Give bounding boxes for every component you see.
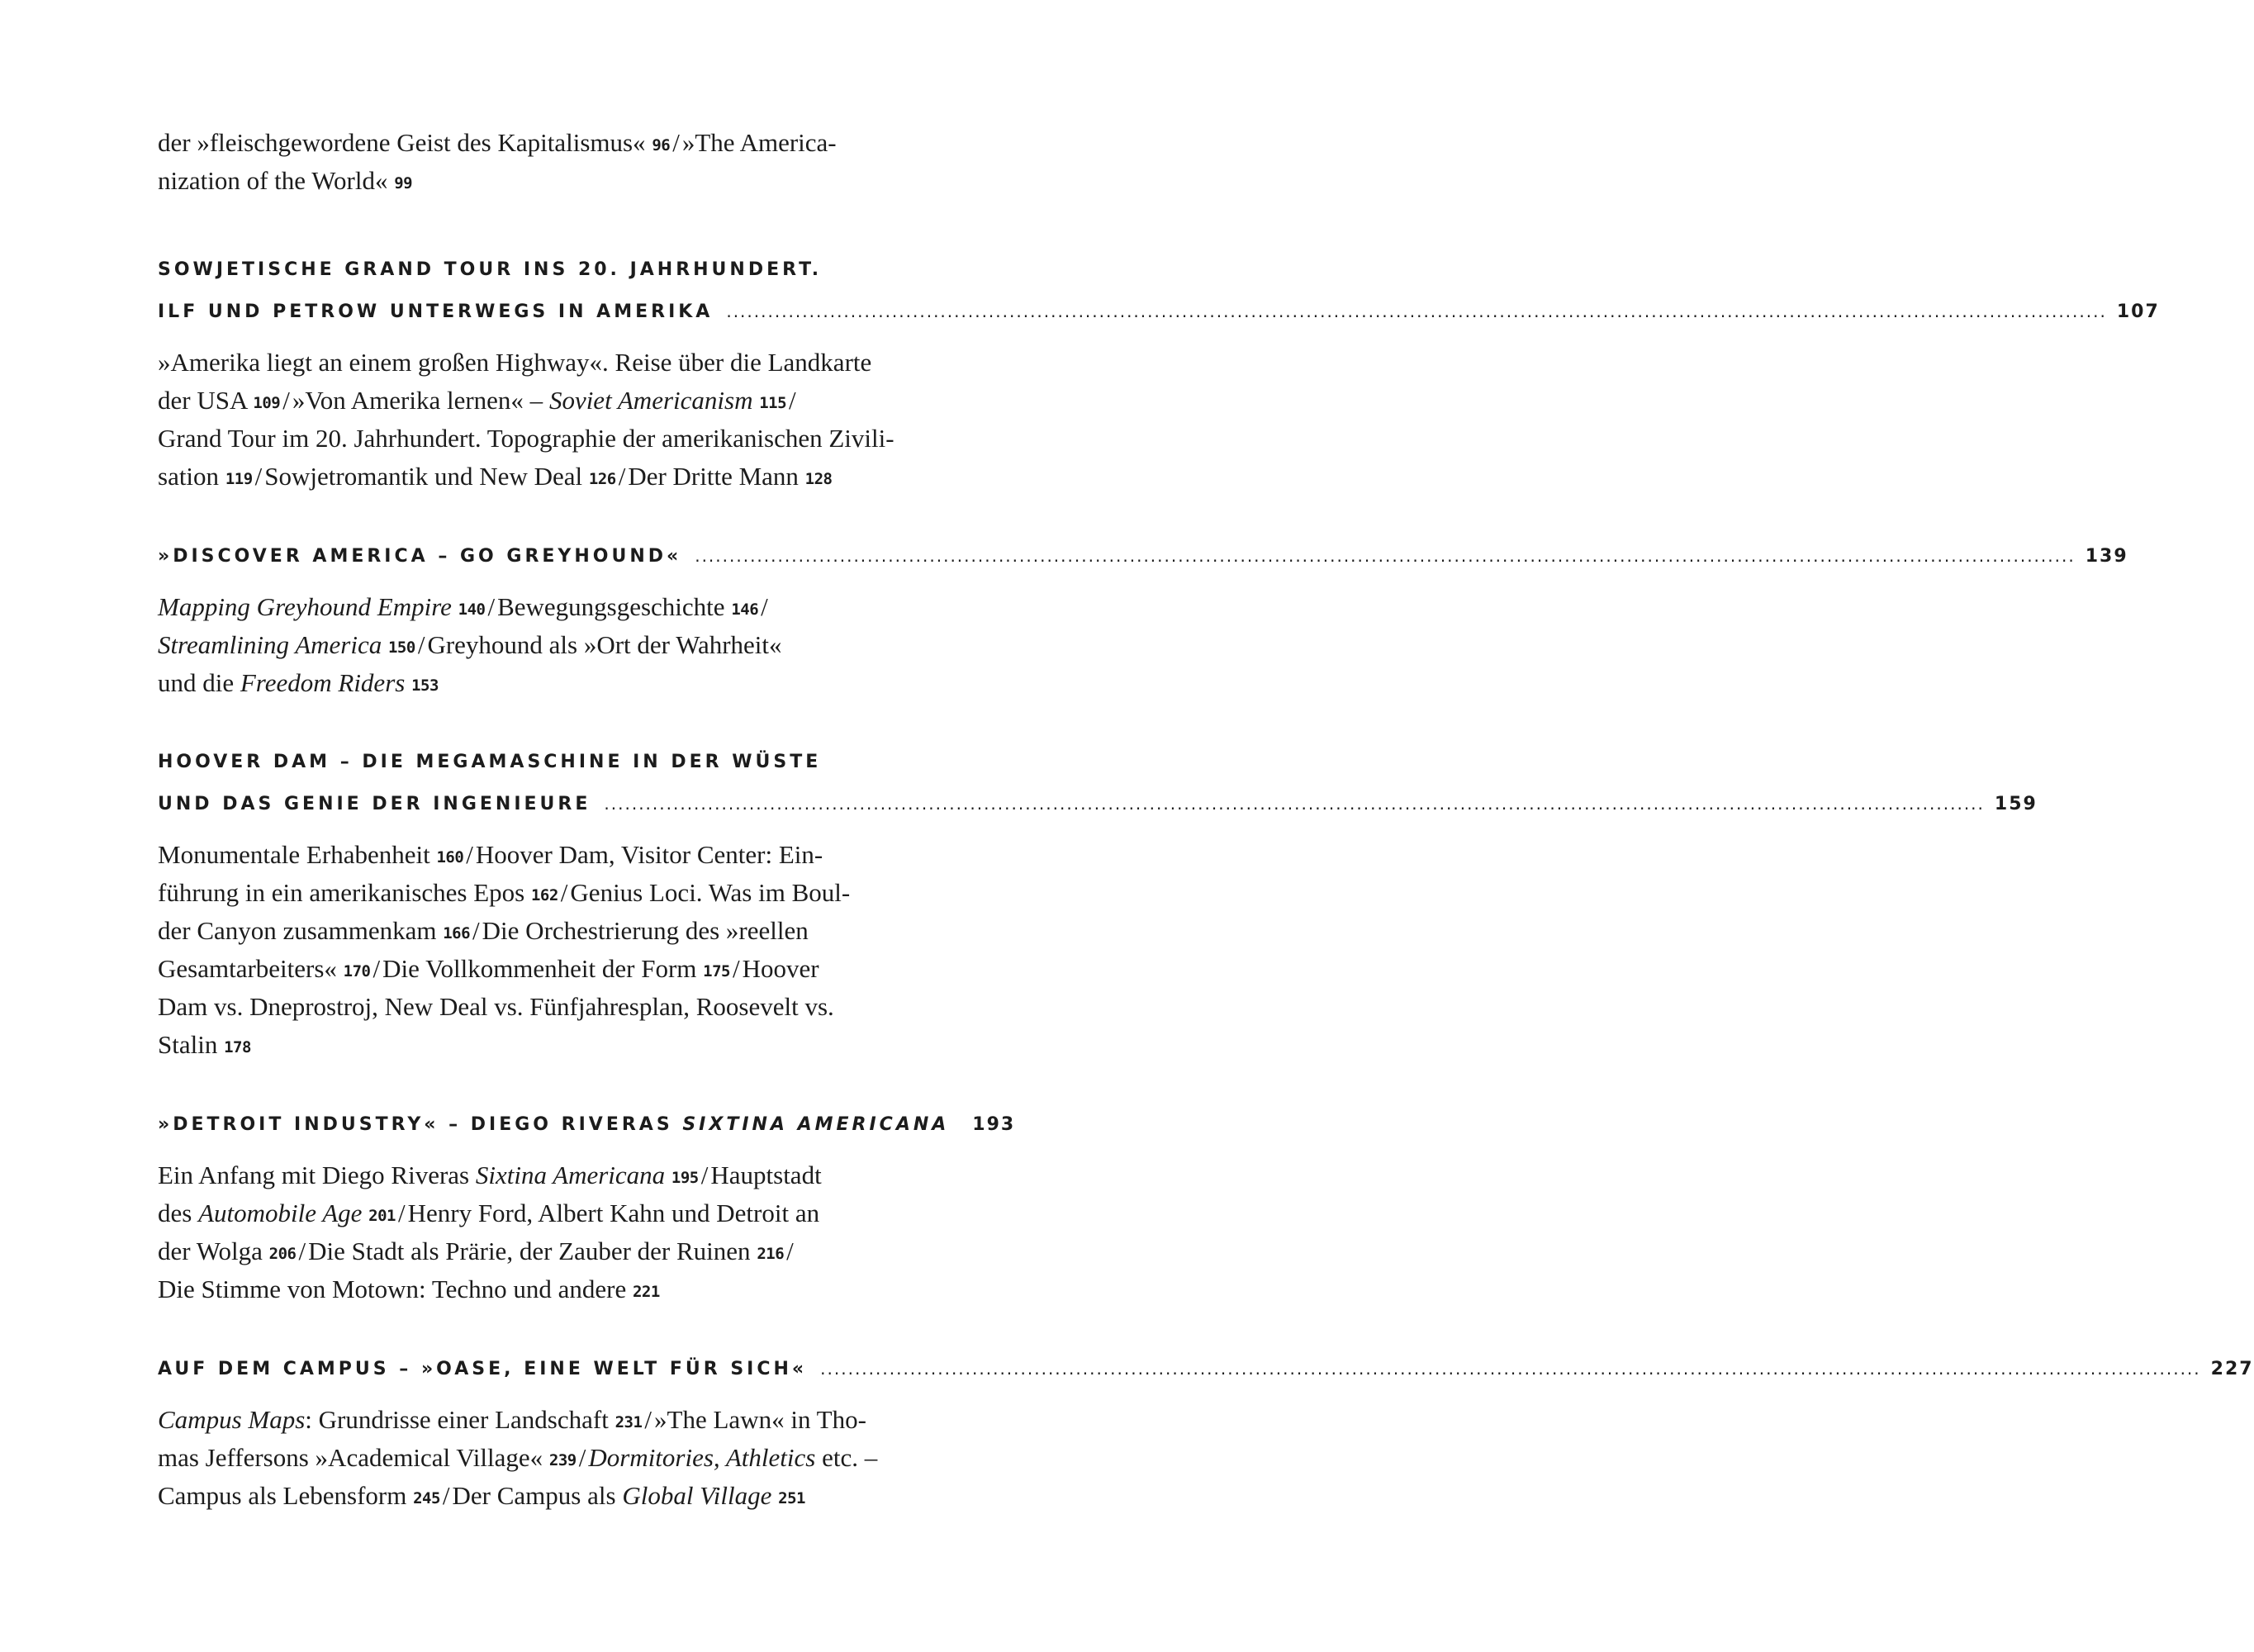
separator-slash: / <box>786 1237 794 1265</box>
italic-title: Global Village <box>622 1481 772 1510</box>
page-number: 96 <box>652 136 671 154</box>
chapter-page-number: 107 <box>2116 301 2160 322</box>
entry-line <box>158 124 956 162</box>
text-run: »The Lawn« in Tho- <box>654 1405 866 1434</box>
toc-section <box>158 535 2128 702</box>
text-run: Der Dritte Mann <box>628 462 805 491</box>
entry-line <box>158 1270 956 1308</box>
text-run: Campus als Lebensform <box>158 1481 414 1510</box>
text-run: »Amerika liegt an einem großen Highway«. Reise über die Landkarte <box>158 348 872 377</box>
text-run: der Canyon zusammenkam <box>158 916 444 945</box>
chapter-heading <box>158 742 2038 824</box>
entry-line <box>158 874 956 912</box>
separator-slash: / <box>254 462 263 491</box>
entry-line <box>158 1194 956 1232</box>
text-run: AUF DEM CAMPUS – »OASE, EINE WELT FÜR SICH« <box>158 1359 808 1379</box>
text-run: : Grundrisse einer Landschaft <box>305 1405 615 1434</box>
text-run: sation <box>158 462 225 491</box>
page-number: 109 <box>253 394 281 412</box>
text-run: Dam vs. Dneprostroj, New Deal vs. Fünfjahresplan, Roosevelt vs. <box>158 992 834 1021</box>
page-number: 99 <box>394 174 413 192</box>
chapter-heading-text <box>158 292 713 333</box>
text-run <box>752 386 759 415</box>
chapter-heading-line <box>158 742 956 783</box>
subsection-entries <box>158 344 956 496</box>
page-number: 115 <box>759 394 787 412</box>
text-run: der Wolga <box>158 1237 269 1265</box>
text-run: SOWJETISCHE GRAND TOUR INS 20. JAHRHUNDERT. <box>158 259 823 280</box>
entry-line <box>158 1026 956 1064</box>
text-run: mas Jeffersons »Academical Village« <box>158 1443 549 1472</box>
entry-line <box>158 912 956 950</box>
separator-slash: / <box>700 1161 709 1189</box>
separator-slash: / <box>578 1443 586 1472</box>
chapter-page-number: 159 <box>1994 794 2038 814</box>
chapter-heading-text <box>158 784 591 825</box>
toc-section <box>158 1348 2254 1515</box>
subsection-entries <box>158 124 956 200</box>
separator-slash: / <box>466 840 473 869</box>
chapter-heading-text <box>158 1349 807 1390</box>
separator-slash: / <box>472 916 480 945</box>
separator-slash: / <box>618 462 626 491</box>
separator-slash: / <box>417 630 425 659</box>
text-run: Die Orchestrierung des »reellen <box>482 916 809 945</box>
chapter-heading-line <box>158 291 2160 332</box>
page-number: 175 <box>703 962 730 980</box>
chapter-heading-text <box>158 1104 949 1146</box>
text-run: Die Stimme von Motown: Techno und andere <box>158 1275 633 1303</box>
italic-title: Dormitories, Athletics <box>588 1443 816 1472</box>
page-number: 119 <box>225 470 253 488</box>
separator-slash: / <box>733 954 740 983</box>
separator-slash: / <box>298 1237 306 1265</box>
text-run: Hoover <box>742 954 819 983</box>
italic-title: Streamlining America <box>158 630 382 659</box>
entry-line <box>158 1439 956 1477</box>
italic-title: Sixtina Americana <box>475 1161 666 1189</box>
chapter-heading-text <box>158 536 681 577</box>
text-run: und die <box>158 668 240 697</box>
chapter-heading-line <box>158 783 2038 824</box>
text-run: führung in ein amerikanisches Epos <box>158 878 531 907</box>
toc-section <box>158 1104 1016 1308</box>
page-number: 221 <box>632 1283 660 1301</box>
toc-section <box>158 742 2038 1064</box>
subsection-entries <box>158 1156 956 1308</box>
text-run <box>452 592 458 621</box>
text-run: »The America- <box>681 128 837 157</box>
separator-slash: / <box>442 1481 450 1510</box>
subsection-entries <box>158 1401 956 1515</box>
italic-title: SIXTINA AMERICANA <box>682 1114 950 1135</box>
entry-line <box>158 950 956 988</box>
page-number: 206 <box>268 1245 297 1263</box>
text-run: Henry Ford, Albert Kahn und Detroit an <box>407 1199 820 1227</box>
chapter-page-number: 193 <box>972 1114 1016 1135</box>
page-number: 170 <box>343 962 371 980</box>
text-run <box>362 1199 368 1227</box>
separator-slash: / <box>644 1405 652 1434</box>
toc-section <box>158 124 956 200</box>
entry-line <box>158 1156 956 1194</box>
text-run: Sowjetromantik und New Deal <box>264 462 589 491</box>
separator-slash: / <box>672 128 680 157</box>
text-run: nization of the World« <box>158 166 395 195</box>
table-of-contents <box>158 124 2254 1555</box>
dot-leader: ........................................................................................................................................................................................................ <box>695 546 2076 566</box>
entry-line <box>158 382 956 420</box>
text-run: der »fleischgewordene Geist des Kapitalismus« <box>158 128 652 157</box>
italic-title: Automobile Age <box>198 1199 363 1227</box>
entry-line <box>158 626 956 664</box>
chapter-heading-line <box>158 535 2128 577</box>
chapter-page-number: 227 <box>2210 1359 2254 1379</box>
italic-title: Freedom Riders <box>240 668 406 697</box>
page-number: 150 <box>387 638 415 657</box>
text-run: Greyhound als »Ort der Wahrheit« <box>427 630 782 659</box>
page-number: 128 <box>804 470 833 488</box>
text-run: »DETROIT INDUSTRY« – DIEGO RIVERAS <box>158 1114 683 1135</box>
page-number: 216 <box>757 1245 785 1263</box>
text-run: Monumentale Erhabenheit <box>158 840 437 869</box>
chapter-heading <box>158 535 2128 577</box>
entry-line <box>158 458 956 496</box>
chapter-heading-line <box>158 1348 2254 1389</box>
toc-section <box>158 249 2160 496</box>
text-run: Genius Loci. Was im Boul- <box>570 878 851 907</box>
chapter-heading-line <box>158 249 956 291</box>
page-number: 231 <box>615 1413 643 1431</box>
text-run: der USA <box>158 386 254 415</box>
chapter-page-number: 139 <box>2085 546 2128 567</box>
text-run: etc. – <box>815 1443 878 1472</box>
separator-slash: / <box>487 592 496 621</box>
page-number: 195 <box>671 1169 699 1187</box>
separator-slash: / <box>373 954 381 983</box>
dot-leader: ........................................................................................................................................................................................................ <box>820 1359 2201 1379</box>
text-run: Bewegungsgeschichte <box>497 592 732 621</box>
text-run: Stalin <box>158 1030 225 1059</box>
entry-line <box>158 836 956 874</box>
chapter-heading-line <box>158 1104 1016 1145</box>
text-run: UND DAS GENIE DER INGENIEURE <box>158 794 591 814</box>
italic-title: Mapping Greyhound Empire <box>158 592 452 621</box>
text-run: ILF UND PETROW UNTERWEGS IN AMERIKA <box>158 301 714 322</box>
text-run: »DISCOVER AMERICA – GO GREYHOUND« <box>158 546 682 567</box>
separator-slash: / <box>761 592 768 621</box>
text-run: Die Vollkommenheit der Form <box>382 954 704 983</box>
text-run <box>771 1481 778 1510</box>
entry-line <box>158 162 956 200</box>
text-run: des <box>158 1199 199 1227</box>
entry-line <box>158 1232 956 1270</box>
page-number: 126 <box>588 470 616 488</box>
page-number: 153 <box>411 676 439 695</box>
page-number: 201 <box>368 1207 396 1225</box>
text-run: Grand Tour im 20. Jahrhundert. Topographie der amerikanischen Zivili- <box>158 424 894 453</box>
separator-slash: / <box>282 386 290 415</box>
separator-slash: / <box>560 878 568 907</box>
text-run <box>382 630 388 659</box>
entry-line <box>158 1477 956 1515</box>
entry-line <box>158 344 956 382</box>
entry-line <box>158 420 956 458</box>
subsection-entries <box>158 836 956 1064</box>
text-run: »Von Amerika lernen« – <box>292 386 549 415</box>
separator-slash: / <box>789 386 796 415</box>
text-run: Hoover Dam, Visitor Center: Ein- <box>475 840 823 869</box>
chapter-heading <box>158 1348 2254 1389</box>
italic-title: Soviet Americanism <box>548 386 753 415</box>
entry-line <box>158 1401 956 1439</box>
page-number: 162 <box>530 886 558 904</box>
separator-slash: / <box>397 1199 406 1227</box>
text-run: HOOVER DAM – DIE MEGAMASCHINE IN DER WÜSTE <box>158 752 822 772</box>
chapter-heading-text <box>158 752 821 772</box>
page-number: 178 <box>224 1038 251 1056</box>
subsection-entries <box>158 588 956 702</box>
page-number: 140 <box>458 601 486 619</box>
text-run: Die Stadt als Prärie, der Zauber der Ruinen <box>308 1237 757 1265</box>
dot-leader: ........................................................................................................................................................................................................ <box>726 301 2107 321</box>
page-number: 166 <box>443 924 471 942</box>
page-number: 160 <box>436 848 464 866</box>
entry-line <box>158 664 956 702</box>
text-run <box>405 668 411 697</box>
page-number: 251 <box>778 1489 805 1507</box>
italic-title: Campus Maps <box>158 1405 306 1434</box>
dot-leader: ........................................................................................................................................................................................................ <box>604 794 1985 814</box>
text-run: Gesamtarbeiters« <box>158 954 344 983</box>
entry-line <box>158 988 956 1026</box>
text-run: Hauptstadt <box>710 1161 822 1189</box>
text-run: Ein Anfang mit Diego Riveras <box>158 1161 476 1189</box>
page-number: 239 <box>548 1451 577 1469</box>
text-run <box>665 1161 671 1189</box>
chapter-heading-text <box>158 259 822 280</box>
chapter-heading <box>158 249 2160 332</box>
text-run: Der Campus als <box>452 1481 623 1510</box>
chapter-heading <box>158 1104 1016 1145</box>
page-number: 146 <box>731 601 759 619</box>
entry-line <box>158 588 956 626</box>
page-number: 245 <box>413 1489 440 1507</box>
